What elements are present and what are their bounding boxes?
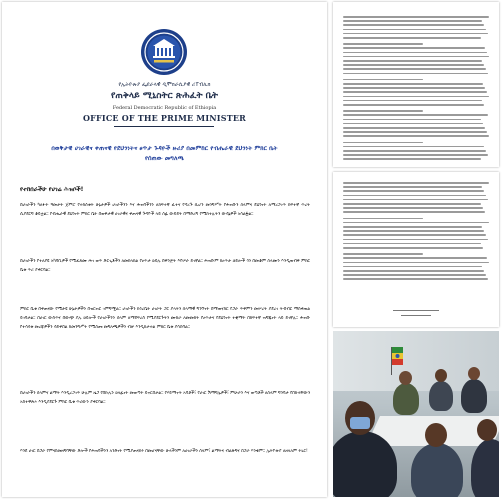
text-line (343, 230, 484, 232)
page-2-text-lines (333, 2, 499, 167)
attendee-head (435, 369, 447, 382)
org-name-amharic-line1: የኢትዮጵያ ፌደራላዊ ዲሞክራሲያዊ ሪፐብሊክ (118, 82, 211, 88)
text-line (343, 56, 489, 58)
text-line (343, 195, 486, 197)
text-line (343, 270, 484, 272)
attendee-figure (429, 381, 453, 411)
text-line (343, 211, 485, 213)
text-line (343, 20, 482, 22)
text-line (343, 29, 486, 31)
text-line (343, 243, 481, 245)
text-line (343, 226, 482, 228)
paragraph-2: በሀገራችን የተለያዩ አካባቢዎች የሚፈጸሙ ሕገ ወጥ ድርጊቶችን ለመከላከል የፀጥታ ኃይሉ በቅንጅት እየሠራ ይገኛል። ሕዝቡም ከፀጥታ ኃይሎች ጎን በመቆም ሰላሙን እንዲጠብቅ ምክር ቤቱ ጥሪ ያቀርባል። (20, 259, 310, 273)
text-line (343, 110, 423, 112)
text-line (343, 203, 481, 205)
text-line (343, 135, 489, 137)
text-line (343, 222, 489, 224)
text-line (343, 274, 486, 276)
text-line (343, 79, 423, 81)
attendee-figure (393, 383, 419, 415)
text-line (343, 207, 483, 209)
text-line (343, 247, 483, 249)
text-line (343, 33, 488, 35)
text-line (343, 100, 482, 102)
text-line (343, 182, 489, 184)
text-line (343, 262, 489, 264)
page-3-text-lines (333, 172, 499, 327)
document-title (42, 144, 287, 164)
text-line (343, 68, 486, 70)
org-name-english-line2: OFFICE OF THE PRIME MINISTER (82, 113, 247, 123)
attendee-head (399, 371, 412, 385)
text-line (343, 154, 488, 156)
text-line (343, 150, 486, 152)
document-title-line2: የሰጠው መግለጫ (144, 155, 185, 162)
text-line (343, 218, 423, 220)
meeting-photo (333, 331, 499, 497)
text-line (343, 131, 487, 133)
text-line (343, 114, 488, 116)
attendee-foreground-head (477, 419, 497, 441)
document-page-1 (2, 2, 327, 497)
page-3-closing-line (393, 310, 439, 311)
document-page-2-thumbnail[interactable] (333, 2, 499, 167)
paragraph-5: እንደ ሀገር በጋራ የምናስመዘግባቸው ድሎች የሕዝባችንን አንድነት የሚያጠናክሩ በመሆናቸው ሁላችንም ለሀገራችን ሰላም፣ ልማትና ብልጽግና በጋራ እንቁም። ኢትዮጵያ ለዘላለም ትኑር! (20, 449, 308, 455)
page-3-closing-line-2 (401, 315, 431, 316)
text-line (343, 119, 481, 121)
attendee-figure (461, 379, 487, 413)
salutation: የተከበራችሁ የሀገሬ ሕዝቦች! (20, 186, 84, 193)
text-line (343, 123, 483, 125)
paragraph-3: ምክር ቤቱ በቀጠናው የሚታዩ ሁኔታዎችን በዝርዝር ገምግሟል። ሀገራችን ከጎረቤት ሀገራት ጋር ያላትን ሰላማዊ ግንኙነት በማጠናከር የጋራ ጥቅምን መሠረት ያደረገ ትብብር ማስቀጠል ይገባታል። በሀገር ውስጥና በውጭ ያሉ ኃይሎች የሀገራችንን ሰላም ለማደፍረስ የሚያደርጉትን ሙከራ ለመመከት የፀጥታና የደህንነት ተቋማት በከፍተኛ ዝግጁነት ላይ ይገኛሉ። ሕዝቡ የተሳሳቱ መረጃዎችን ሳይቀበል ከመንግሥት የሚሰጡ መግለጫዎችን ብቻ እንዲከታተል ምክር ቤቱ ያሳስባል። (20, 307, 310, 330)
text-line (343, 239, 488, 241)
text-line (343, 190, 484, 192)
text-line (343, 158, 481, 160)
document-page-3-thumbnail[interactable] (333, 172, 499, 327)
text-line (343, 199, 488, 201)
attendee-head (468, 367, 480, 380)
text-line (343, 83, 483, 85)
attendee-foreground-figure (411, 443, 463, 497)
text-line (343, 37, 481, 39)
text-line (343, 186, 482, 188)
text-line (343, 64, 484, 66)
paragraph-1: በሀገራችን ካለፉት ዓመታት ጀምሮ የተከሰቱት ሁኔታዎች ሀገራችንን እና ሕዝባችንን ለከፍተኛ ፈተና የዳረጉ ሲሆን መንግሥት የሕዝቡን ሰላምና ደህንነት ለማረጋገጥ ከፍተኛ ጥረት ሲያደርግ ቆይቷል። የብሔራዊ ደህንነት ምክር ቤት በወቅታዊ ሀገራዊና ቀጠናዊ ጉዳዮች ላይ ሰፊ ውይይት በማድረግ የሚከተሉትን ውሳኔዎች አሳልፏል። (20, 203, 310, 217)
text-line (343, 91, 487, 93)
office-emblem-icon (140, 28, 188, 76)
text-line (343, 96, 489, 98)
text-line (343, 24, 484, 26)
text-line (343, 253, 423, 255)
document-title-line1: በወቅታዊ ሀገራዊና ቀጠናዊ የደህንነትና ፀጥታ ጉዳዮች ዙሪያ በመምከር የብሔራዊ ደህንነት ምክር ቤት (51, 145, 278, 152)
text-line (343, 127, 485, 129)
text-line (343, 60, 482, 62)
text-line (343, 87, 485, 89)
text-line (343, 16, 489, 18)
paragraph-4: በሀገራችን ሰላምና ልማት እንዲረጋገጥ ሁሉም ዜጋ የበኩሉን ኃላፊነት መወጣት ይኖርበታል። የሃይማኖት አባቶች፣ የሀገር ሽማግሌዎች፣ ምሁራን እና ወጣቶች ለሰላም ግንባታ የበኩላቸውን አስተዋጽኦ እንዲያደርጉ ምክር ቤቱ ጥሪውን ያቀርባል። (20, 391, 310, 405)
text-line (343, 266, 482, 268)
org-name-english-line1: Federal Democratic Republic of Ethiopia (112, 105, 217, 111)
attendee-foreground-head (425, 423, 447, 447)
org-name-amharic-line2: የጠቅላይ ሚኒስትር ጽሕፈት ቤት (111, 91, 218, 101)
text-line (343, 278, 488, 280)
letterhead-divider (114, 126, 214, 127)
text-line (343, 73, 488, 75)
ethiopian-flag-icon (391, 347, 403, 375)
text-line (343, 52, 487, 54)
text-line (343, 142, 423, 144)
text-line (343, 47, 485, 49)
text-line (343, 43, 423, 45)
text-line (343, 257, 487, 259)
text-line (343, 146, 484, 148)
face-mask (350, 417, 370, 429)
text-line (343, 234, 486, 236)
text-line (343, 104, 484, 106)
